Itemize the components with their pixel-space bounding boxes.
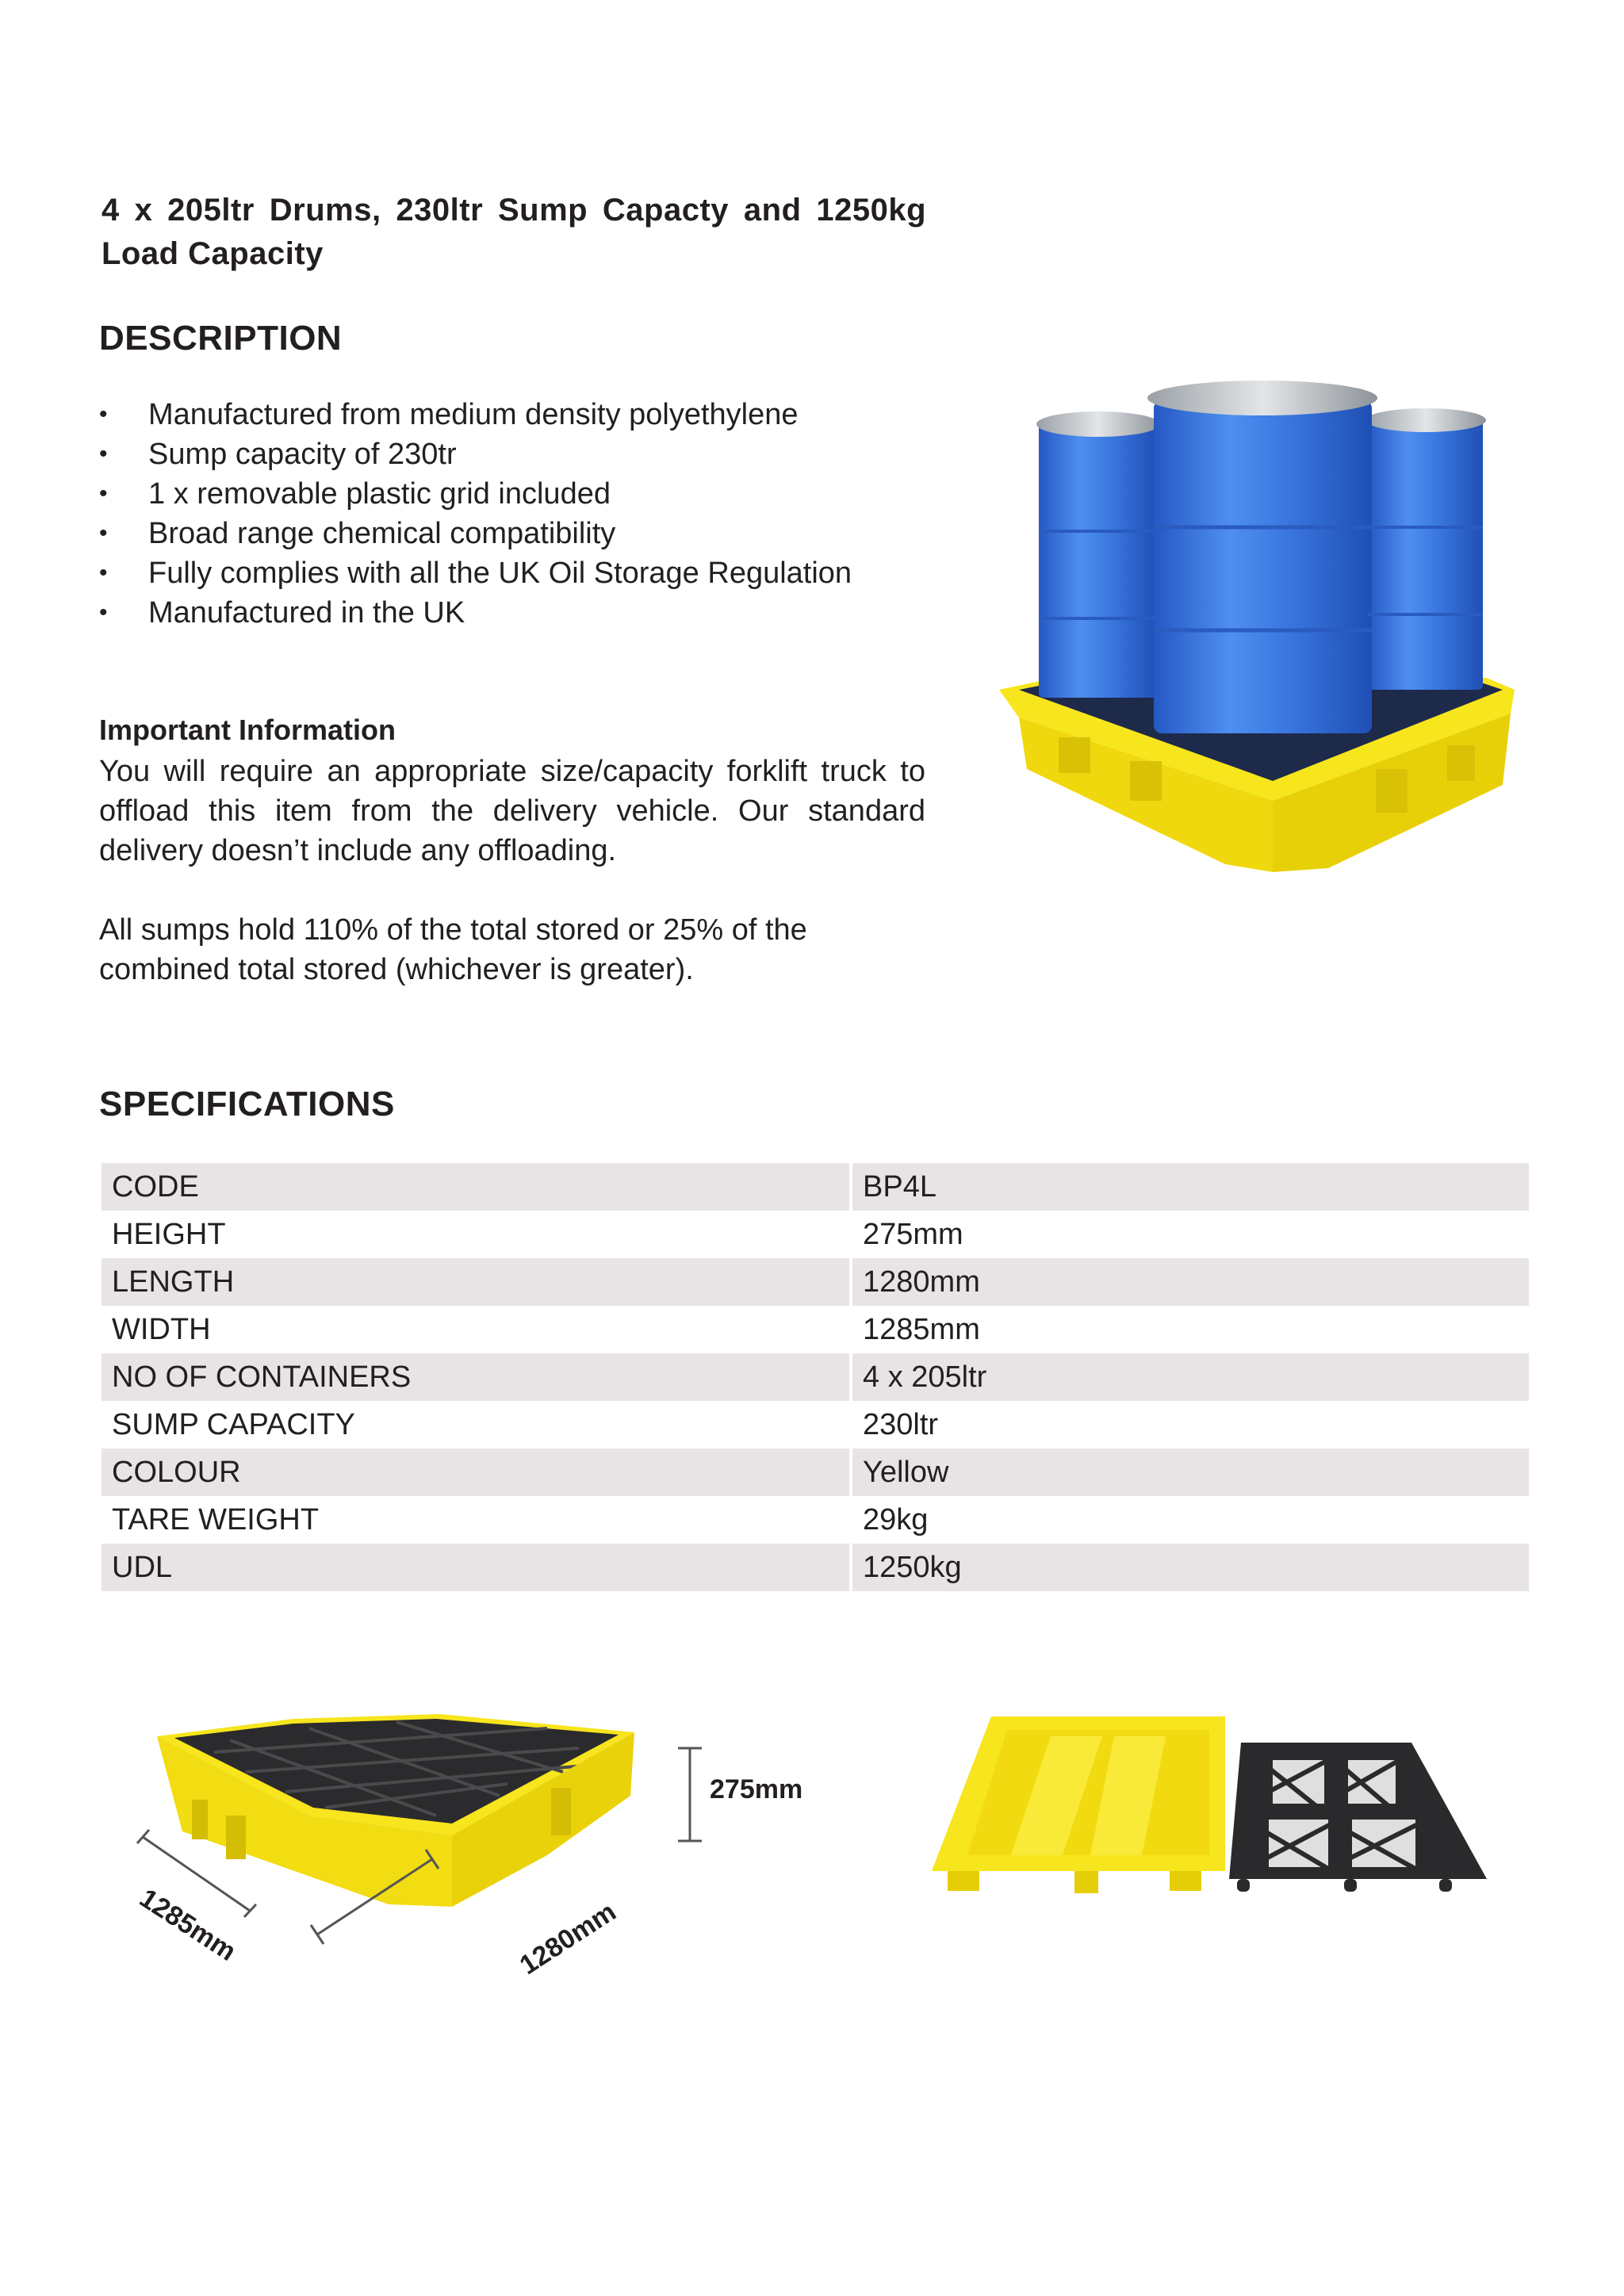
feature-item: • Sump capacity of 230tr — [99, 434, 940, 474]
bullet-icon: • — [99, 599, 108, 626]
table-row — [102, 1211, 1529, 1258]
tray-and-grid-photo — [932, 1712, 1495, 1919]
specifications-table — [102, 1163, 1529, 1591]
spec-label: NO OF CONTAINERS — [102, 1353, 852, 1401]
width-dimension-label: 1285mm — [134, 1883, 242, 1967]
table-row — [102, 1401, 1529, 1448]
spec-value: 1285mm — [863, 1312, 980, 1346]
spec-label: COLOUR — [102, 1448, 852, 1496]
spec-value: 275mm — [863, 1217, 963, 1251]
bullet-icon: • — [99, 480, 108, 507]
product-subtitle: 4 x 205ltr Drums, 230ltr Sump Capacty and 1250kg Load Capacity — [102, 193, 926, 271]
height-dimension-label: 275mm — [710, 1774, 803, 1804]
spec-label: UDL — [102, 1544, 852, 1591]
specifications-heading: SPECIFICATIONS — [99, 1085, 395, 1123]
spec-label: CODE — [102, 1163, 852, 1211]
feature-item: • Manufactured in the UK — [99, 593, 940, 633]
spec-value: 1280mm — [852, 1258, 1529, 1306]
important-info-title: Important Information — [99, 714, 396, 746]
table-row — [102, 1163, 1529, 1211]
spec-value: 230ltr — [863, 1407, 939, 1441]
feature-item: • Fully complies with all the UK Oil Storage Regulation — [99, 553, 940, 593]
table-row — [102, 1306, 1529, 1353]
sump-capacity-note: All sumps hold 110% of the total stored or 25% of the combined total stored (whichever is greater). — [99, 913, 807, 986]
dimension-diagram — [135, 1697, 848, 1998]
spec-value: 4 x 205ltr — [852, 1353, 1529, 1401]
table-row — [102, 1544, 1529, 1591]
bullet-icon: • — [99, 441, 108, 467]
spec-label: WIDTH — [102, 1306, 852, 1353]
description-heading: DESCRIPTION — [99, 319, 343, 358]
feature-list — [99, 395, 940, 633]
spec-label: LENGTH — [102, 1258, 852, 1306]
table-row — [102, 1258, 1529, 1306]
feature-item: • Manufactured from medium density polyethylene — [99, 395, 940, 434]
feature-item: • 1 x removable plastic grid included — [99, 474, 940, 514]
important-info-body: You will require an appropriate size/capacity forklift truck to offload this item from the delivery vehicle. Our standard delivery doesn’t include any offloading. — [99, 755, 925, 867]
spec-value: BP4L — [852, 1163, 1529, 1211]
product-photo-drums-on-sump — [995, 357, 1534, 880]
spec-value: Yellow — [852, 1448, 1529, 1496]
sump-with-grid-illustration — [135, 1697, 848, 1998]
spec-label: TARE WEIGHT — [102, 1496, 852, 1544]
table-row — [102, 1353, 1529, 1401]
bullet-icon: • — [99, 560, 108, 586]
spec-value: 1250kg — [852, 1544, 1529, 1591]
table-row — [102, 1496, 1529, 1544]
length-dimension-label: 1280mm — [514, 1896, 622, 1981]
spec-label: HEIGHT — [102, 1211, 852, 1258]
bullet-icon: • — [99, 520, 108, 546]
bullet-icon: • — [99, 401, 108, 427]
spec-value: 29kg — [863, 1502, 929, 1536]
feature-item: • Broad range chemical compatibility — [99, 514, 940, 553]
table-row — [102, 1448, 1529, 1496]
spec-label: SUMP CAPACITY — [102, 1401, 852, 1448]
